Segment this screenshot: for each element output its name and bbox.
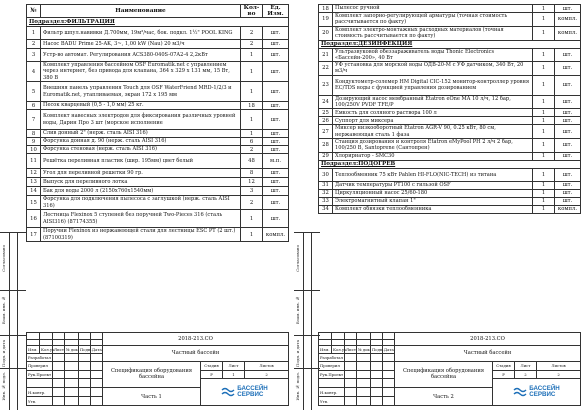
item-quantity: 8 (241, 169, 263, 178)
stamp-label-gip: Рук.Проект (320, 371, 344, 377)
doc-title: Спецификация оборудования бассейна (395, 361, 493, 388)
item-quantity: 12 (241, 178, 263, 187)
sheets-count: 2 (537, 370, 581, 379)
row-number: 7 (27, 110, 41, 130)
table-row (27, 130, 289, 138)
item-quantity: 2 (241, 27, 263, 40)
table-row (319, 189, 581, 197)
sheet-label: Лист (223, 361, 245, 370)
row-number: 20 (319, 26, 333, 40)
item-unit: шт. (263, 196, 289, 210)
table-row (319, 109, 581, 117)
table-row (319, 125, 581, 139)
binding-label-agreed: Согласовано (1, 245, 6, 272)
item-name: Суппорт для миксера (333, 117, 533, 125)
stamp-label-razrab: Разработал (28, 354, 51, 360)
table-row (27, 82, 289, 102)
table-row (27, 196, 289, 210)
column-header-num: № (27, 5, 41, 18)
stamp-label-nkontr: Н.контр. (27, 388, 53, 397)
item-name: Циркуляционный насос 25/60-180 (333, 189, 533, 197)
item-unit: шт. (263, 138, 289, 146)
company-logo (201, 379, 289, 406)
item-quantity: 1 (533, 189, 555, 197)
item-unit: шт. (263, 102, 289, 110)
table-row (27, 62, 289, 82)
table-row (27, 40, 289, 49)
item-name: Комплект запорно-регулирующей арматуры (точная стоимость рассчитывается по факту) (333, 13, 533, 27)
table-row (319, 117, 581, 125)
item-quantity: 1 (533, 62, 555, 76)
binding-label-sign-date: Подп. и дата (295, 340, 300, 367)
stamp-label-izm: Изм. (320, 347, 330, 353)
row-number: 31 (319, 181, 333, 189)
row-number: 6 (27, 102, 41, 110)
item-quantity: 18 (241, 102, 263, 110)
doc-part: Часть 1 (103, 388, 201, 406)
item-name: Выпуск для переливного лотка (41, 178, 241, 187)
table-row (319, 62, 581, 76)
item-name: Поручни Flexinox из нержавеющей стали для лестницы ESC PT (2 шт.) (87100319) (41, 228, 241, 242)
row-number: 19 (319, 13, 333, 27)
row-number: 12 (27, 169, 41, 178)
item-name: Электромагнитный клапан 1" (333, 197, 533, 205)
item-quantity: 1 (533, 109, 555, 117)
item-name: Форсунка стеновая (нерж. сталь AISI 316) (41, 146, 241, 154)
item-quantity: 1 (241, 49, 263, 62)
item-unit: шт. (263, 130, 289, 138)
item-unit: шт. (555, 181, 581, 189)
stamp-label-data: Дата (384, 347, 394, 353)
row-number: 23 (319, 75, 333, 95)
stamp-label-gip: Рук.Проект (28, 371, 52, 377)
item-unit: шт. (263, 49, 289, 62)
item-unit: шт. (263, 40, 289, 49)
item-name: Форсунка донная д. 90 (нерж. сталь AISI 316) (41, 138, 241, 146)
table-row (319, 26, 581, 40)
sheets-label: Листов (537, 361, 581, 370)
object-name: Частный бассейн (103, 346, 289, 361)
item-unit: шт. (263, 178, 289, 187)
table-row (27, 49, 289, 62)
item-unit: компл. (555, 205, 581, 213)
table-row (319, 48, 581, 62)
row-number: 33 (319, 197, 333, 205)
object-name: Частный бассейн (395, 346, 581, 361)
item-unit: шт. (555, 168, 581, 181)
row-number: 14 (27, 187, 41, 196)
item-name: Миксер низкооборотный Etatron AGR-V 90, 0.25 кВт, 80 см, нержавеющая сталь 1 фаза (333, 125, 533, 139)
spec-sheet-2 (294, 0, 585, 410)
item-quantity: 1 (241, 130, 263, 138)
doc-code: 2018-213.СО (103, 333, 289, 346)
stamp-label-prov: Проверил (27, 361, 53, 370)
stamp-label-data: Дата (92, 347, 102, 353)
sheets-label: Листов (245, 361, 289, 370)
sheet-number: 2 (515, 370, 537, 379)
table-row (319, 5, 581, 13)
item-name: Внешняя панель управления Touch для OSF WaterFriend MRD-1/2/3 и Euromatik.net, утапливаемая, экран 172 x 195 мм (41, 82, 241, 102)
item-name: Решётка переливная пластик (шир. 195мм) цвет белый (41, 154, 241, 169)
item-unit: компл. (555, 13, 581, 27)
table-row (319, 75, 581, 95)
item-name: Лестница Flexinox 5 ступеней без поручней Two-Pieces 316 (сталь AISI316) (87174355) (41, 210, 241, 228)
column-header-name: Наименование (41, 5, 241, 18)
company-logo (493, 379, 581, 406)
binding-label-inv: Инв. № подл. (1, 372, 6, 401)
item-unit: шт. (555, 75, 581, 95)
item-name: Ультразвуковой обеззараживатель воды Thonic Electronics «Бассейн-200», 40 Вт (333, 48, 533, 62)
item-name: Комплект управления бассейном OSF Euromatik.net с управлением через интернет, без привода для клапана, 364 x 329 x 131 мм, 15 Вт, 380 В (41, 62, 241, 82)
item-name: Устр-во автомат. Регулирования ACS380-040S-07A2-4 2,2кВт (41, 49, 241, 62)
table-row (319, 138, 581, 152)
item-unit: шт. (263, 146, 289, 154)
logo-line-2: СЕРВИС (237, 391, 264, 399)
stamp-label-podp: Подп. (372, 347, 384, 353)
row-number: 28 (319, 138, 333, 152)
item-name: Фильтр шпул.навивки Д.700мм, 19м³/час, бок. подкл. 1½" POOL KING (41, 27, 241, 40)
item-unit: компл. (263, 228, 289, 242)
item-quantity: 1 (533, 138, 555, 152)
item-unit: шт. (263, 62, 289, 82)
item-unit: шт. (555, 189, 581, 197)
table-row (27, 228, 289, 242)
row-number: 2 (27, 40, 41, 49)
title-block (318, 332, 581, 406)
table-row (27, 27, 289, 40)
row-number: 34 (319, 205, 333, 213)
item-quantity: 1 (533, 152, 555, 160)
item-name: УФ установка для морской воды ОДВ-20-М с УФ датчиком, 340 Вт, 20 м3/ч (333, 62, 533, 76)
item-name: Пылесос ручной (333, 5, 533, 13)
item-unit: шт. (555, 62, 581, 76)
item-unit: м.п. (263, 154, 289, 169)
row-number: 16 (27, 210, 41, 228)
section-title: Подраздел:ФИЛЬТРАЦИЯ (27, 18, 289, 27)
column-header-unit: Ед. Изм. (263, 5, 289, 18)
item-quantity: 1 (533, 95, 555, 109)
binding-strip (0, 0, 26, 410)
stage-label: Стадия (201, 361, 223, 370)
table-row (319, 181, 581, 189)
item-quantity: 1 (241, 110, 263, 130)
spec-table (318, 4, 581, 214)
item-name: Насос BADU Prime 25-AK, 3~, 1,00 kW (Nau) 20 м3/ч (41, 40, 241, 49)
binding-label-inv: Инв. № подл. (295, 372, 300, 401)
section-header-row (27, 18, 289, 27)
row-number: 26 (319, 117, 333, 125)
table-row (27, 187, 289, 196)
row-number: 30 (319, 168, 333, 181)
binding-label-sign-date: Подп. и дата (1, 340, 6, 367)
section-title: Подраздел:ПОДОГРЕВ (319, 160, 581, 168)
item-quantity: 1 (241, 82, 263, 102)
row-number: 29 (319, 152, 333, 160)
item-quantity: 1 (533, 117, 555, 125)
item-name: Угол для переливной решетки 90 гр. (41, 169, 241, 178)
stamp-label-podp: Подп. (80, 347, 92, 353)
table-row (319, 197, 581, 205)
table-row (319, 152, 581, 160)
item-name: Кондуктометр-солемер HM Digital CIC-152 монитор-контроллер уровня EC/TDS воды с функцией управления дозированием (333, 75, 533, 95)
binding-label-agreed: Согласовано (295, 245, 300, 272)
item-quantity: 1 (533, 48, 555, 62)
binding-strip (294, 0, 320, 410)
item-unit: шт. (263, 187, 289, 196)
sheet-number: 1 (223, 370, 245, 379)
row-number: 1 (27, 27, 41, 40)
item-quantity: 6 (241, 138, 263, 146)
section-title: Подраздел:ДЕЗИНФЕКЦИЯ (319, 40, 581, 48)
logo-line-2: СЕРВИС (529, 391, 556, 399)
stamp-label-izm: Изм. (28, 347, 38, 353)
item-unit: шт. (555, 197, 581, 205)
item-unit: шт. (555, 95, 581, 109)
item-unit: шт. (263, 110, 289, 130)
item-unit: шт. (263, 27, 289, 40)
item-quantity: 1 (533, 168, 555, 181)
binding-label-replace: Взам. инв. № (1, 296, 6, 325)
item-name: Комплект обвязки теплообменника (333, 205, 533, 213)
item-name: Бак для воды 2000 л (2150x760x1540мм) (41, 187, 241, 196)
item-quantity: 2 (241, 146, 263, 154)
row-number: 9 (27, 138, 41, 146)
row-number: 32 (319, 189, 333, 197)
stamp-label-kol: Кол.уч (333, 347, 347, 353)
wave-logo-icon (221, 386, 235, 398)
item-quantity: 1 (533, 181, 555, 189)
item-name: Комплект навесных электродов для фиксирования различных уровней воды, Дарин Про 3 шт (морское исполнение (41, 110, 241, 130)
row-number: 8 (27, 130, 41, 138)
item-name: Теплообменник 75 кВт Pahlen HI-FLO(NIC-TECH) из титана (333, 168, 533, 181)
sheets-count: 2 (245, 370, 289, 379)
stamp-label-ndok: № док. (358, 347, 372, 353)
stage-value: Р (201, 370, 223, 379)
item-quantity: 1 (533, 5, 555, 13)
item-quantity: 1 (533, 125, 555, 139)
table-row (27, 154, 289, 169)
table-row (27, 178, 289, 187)
item-name: Дозирующий насос мембранный Etatron eOne MA 10 л/ч, 12 бар, 100/250V PVDF TFE/P (333, 95, 533, 109)
stamp-label-utv: Утв. (27, 397, 53, 406)
item-quantity: 1 (533, 205, 555, 213)
row-number: 10 (27, 146, 41, 154)
sheet-label: Лист (515, 361, 537, 370)
item-name: Песок кварцевый (0,5 - 1,0 мм) 25 кг. (41, 102, 241, 110)
doc-code: 2018-213.СО (395, 333, 581, 346)
item-quantity: 1 (241, 228, 263, 242)
item-unit: шт. (555, 138, 581, 152)
table-row (319, 13, 581, 27)
spec-table (26, 4, 289, 242)
stage-label: Стадия (493, 361, 515, 370)
item-name: Комплект электро-монтажных расходных материалов (точная стоимость рассчитывается по факту) (333, 26, 533, 40)
section-header-row (319, 40, 581, 48)
item-quantity: 1 (533, 75, 555, 95)
item-quantity: 1 (533, 13, 555, 27)
row-number: 22 (319, 62, 333, 76)
stage-value: Р (493, 370, 515, 379)
item-quantity: 1 (533, 26, 555, 40)
section-header-row (319, 160, 581, 168)
stamp-label-nkontr: Н.контр. (319, 388, 345, 397)
item-quantity: 1 (241, 62, 263, 82)
item-unit: шт. (555, 125, 581, 139)
stamp-label-ndok: № док. (66, 347, 80, 353)
item-unit: шт. (263, 210, 289, 228)
item-unit: шт. (555, 117, 581, 125)
item-name: Датчик температуры PT100 с гильзой OSF (333, 181, 533, 189)
row-number: 13 (27, 178, 41, 187)
item-unit: шт. (263, 82, 289, 102)
logo-line-1: БАССЕЙН (529, 384, 560, 392)
table-row (27, 102, 289, 110)
table-row (319, 205, 581, 213)
item-unit: компл. (555, 26, 581, 40)
stamp-label-list: Лист (54, 347, 64, 353)
item-name: Хлорирнатор - SMC30 (333, 152, 533, 160)
table-row (27, 169, 289, 178)
item-unit: шт. (555, 152, 581, 160)
row-number: 11 (27, 154, 41, 169)
row-number: 18 (319, 5, 333, 13)
item-name: Станция дозирования и контроля Etatron eMyPool PH 2 л/ч 2 бар, 100/250 В, Santoprene (Сантопрен) (333, 138, 533, 152)
table-row (27, 110, 289, 130)
doc-title: Спецификация оборудования бассейна (103, 361, 201, 388)
table-row (319, 168, 581, 181)
row-number: 21 (319, 48, 333, 62)
row-number: 3 (27, 49, 41, 62)
table-header-row (27, 5, 289, 18)
spec-sheet-1 (0, 0, 292, 410)
item-name: Форсунка для подключения пылесоса с заглушкой (нерж. сталь AISI 316) (41, 196, 241, 210)
wave-logo-icon (513, 386, 527, 398)
row-number: 4 (27, 62, 41, 82)
item-name: Емкость для соляного раствора 100 л (333, 109, 533, 117)
item-unit: шт. (263, 169, 289, 178)
item-name: Слив донный 2" (нерж. сталь AISI 316) (41, 130, 241, 138)
stamp-label-utv: Утв. (319, 397, 345, 406)
item-unit: шт. (555, 109, 581, 117)
row-number: 5 (27, 82, 41, 102)
row-number: 27 (319, 125, 333, 139)
stamp-label-prov: Проверил (319, 361, 345, 370)
title-block (26, 332, 289, 406)
table-row (319, 95, 581, 109)
doc-part: Часть 2 (395, 388, 493, 406)
row-number: 24 (319, 95, 333, 109)
table-row (27, 210, 289, 228)
item-quantity: 1 (533, 197, 555, 205)
column-header-qty: Кол-во (241, 5, 263, 18)
item-quantity: 2 (241, 40, 263, 49)
table-row (27, 138, 289, 146)
row-number: 15 (27, 196, 41, 210)
item-unit: шт. (555, 48, 581, 62)
item-quantity: 48 (241, 154, 263, 169)
logo-line-1: БАССЕЙН (237, 384, 268, 392)
item-unit: шт. (555, 5, 581, 13)
stamp-label-kol: Кол.уч (41, 347, 55, 353)
stamp-label-list: Лист (346, 347, 356, 353)
stamp-label-razrab: Разработал (320, 354, 343, 360)
table-row (27, 146, 289, 154)
item-quantity: 1 (241, 210, 263, 228)
row-number: 17 (27, 228, 41, 242)
binding-label-replace: Взам. инв. № (295, 296, 300, 325)
item-quantity: 3 (241, 187, 263, 196)
item-quantity: 2 (241, 196, 263, 210)
row-number: 25 (319, 109, 333, 117)
